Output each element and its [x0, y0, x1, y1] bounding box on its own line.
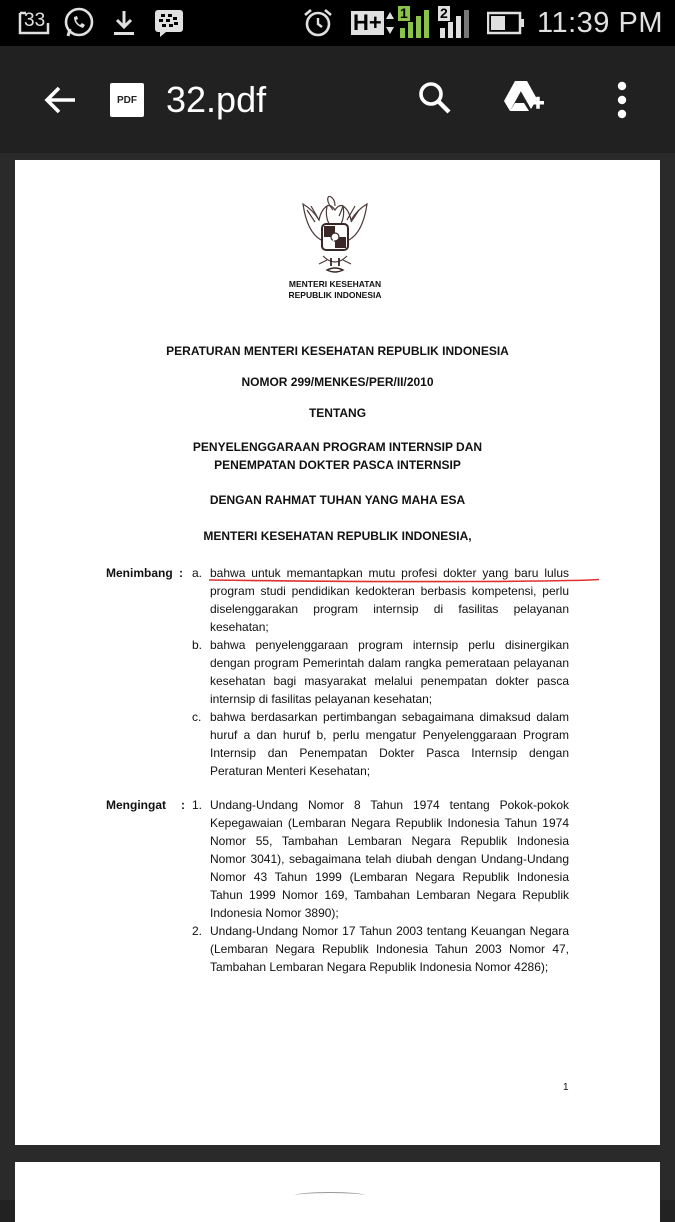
pdf-page-1 — [15, 160, 660, 1145]
mengingat-marker-1: 1. — [192, 798, 203, 812]
regulation-subject-line-2: PENEMPATAN DOKTER PASCA INTERNSIP — [214, 458, 461, 472]
notification-count: 33 — [24, 10, 46, 31]
page-2-emblem-top — [295, 1192, 365, 1199]
mengingat-item-2: Undang-Undang Nomor 17 Tahun 2003 tentang Keuangan Negara (Lembaran Negara Republik Indonesia Tahun 2003 Nomor 47, Tambahan Lembaran Negara Republik Indonesia Nomor 4286); — [210, 924, 569, 974]
blackberry-icon — [154, 0, 184, 46]
back-arrow-icon — [43, 85, 77, 115]
alarm-icon — [302, 0, 334, 46]
network-type: H+ — [353, 10, 382, 35]
mengingat-marker-2: 2. — [192, 924, 203, 938]
pdf-file-badge: PDF — [117, 94, 137, 106]
app-bar — [0, 46, 675, 153]
garuda-emblem-icon — [297, 196, 373, 278]
more-vert-icon — [617, 80, 627, 120]
add-to-drive-button[interactable] — [498, 74, 550, 122]
signal-2-label: 2 — [440, 5, 448, 21]
menimbang-item-b: bahwa penyelenggaraan program internsip perlu disinergikan dengan program Pemerintah dalam rangka pemerataan pelayanan kesehatan bagi masyarakat melalui penempatan dokter pasca internsip di fasilitas pelayanan kesehatan; — [210, 638, 569, 706]
invocation: DENGAN RAHMAT TUHAN YANG MAHA ESA — [209, 493, 466, 507]
ministry-line-2: REPUBLIK INDONESIA — [288, 290, 382, 300]
menimbang-label: Menimbang — [106, 566, 173, 580]
mengingat-label: Mengingat — [106, 798, 166, 812]
pdf-file-icon — [109, 82, 145, 118]
document-title: 32.pdf — [166, 79, 267, 120]
mengingat-colon: : — [181, 798, 185, 812]
menimbang-item-a: bahwa untuk memantapkan mutu profesi dokter yang baru lulus program studi pendidikan kedokteran berbasis kompetensi, perlu diselenggarakan program internsip di fasilitas pelayanan kesehatan; — [210, 566, 569, 634]
signal-icon — [396, 0, 432, 46]
menimbang-marker-b: b. — [192, 638, 203, 652]
page-number: 1 — [563, 1082, 569, 1093]
status-bar — [0, 0, 675, 46]
search-icon — [418, 81, 452, 115]
menimbang-colon: : — [179, 566, 183, 580]
signal-1-label: 1 — [400, 5, 408, 21]
more-options-button[interactable] — [600, 74, 644, 126]
drive-add-icon — [502, 79, 546, 117]
regulation-about: TENTANG — [308, 406, 367, 420]
network-type-icon — [351, 0, 395, 46]
ministry-line-1: MENTERI KESEHATAN — [288, 279, 382, 289]
notification-icon — [16, 0, 52, 46]
mengingat-item-1: Undang-Undang Nomor 8 Tahun 1974 tentang Pokok-pokok Kepegawaian (Lembaran Negara Republik Indonesia Tahun 1974 Nomor 55, Tambahan Lembaran Negara Republik Indonesia Nomor 3041), sebagaimana telah diubah dengan Undang-Undang Nomor 43 Tahun 1999 (Lembaran Negara Republik Indonesia Tahun 1999 Nomor 169, Tambahan Lembaran Negara Republik Indonesia Nomor 3890); — [210, 798, 569, 920]
menimbang-item-c: bahwa berdasarkan pertimbangan sebagaimana dimaksud dalam huruf a dan huruf b, perlu mengatur Penyelenggaraan Program Internsip dan Penempatan Dokter Pasca Internsip dengan Peraturan Menteri Kesehatan; — [210, 710, 569, 778]
regulation-subject-line-1: PENYELENGGARAAN PROGRAM INTERNSIP DAN — [192, 440, 483, 454]
menimbang-marker-c: c. — [192, 710, 202, 724]
regulation-heading: PERATURAN MENTERI KESEHATAN REPUBLIK INDONESIA — [166, 344, 509, 358]
whatsapp-icon — [62, 0, 96, 46]
ministry-name — [255, 279, 415, 301]
download-icon — [111, 0, 137, 46]
pdf-page-2 — [15, 1162, 660, 1222]
pdf-viewer[interactable] — [0, 153, 675, 1200]
red-underline-annotation — [209, 578, 599, 584]
status-time: 11:39 PM — [537, 6, 663, 39]
signal-icon-2 — [436, 0, 470, 46]
regulation-number: NOMOR 299/MENKES/PER/II/2010 — [241, 375, 434, 389]
search-button[interactable] — [411, 74, 459, 122]
minister-title: MENTERI KESEHATAN REPUBLIK INDONESIA, — [203, 529, 472, 543]
back-button[interactable] — [34, 76, 86, 124]
menimbang-marker-a: a. — [192, 566, 203, 580]
battery-icon — [487, 0, 525, 46]
